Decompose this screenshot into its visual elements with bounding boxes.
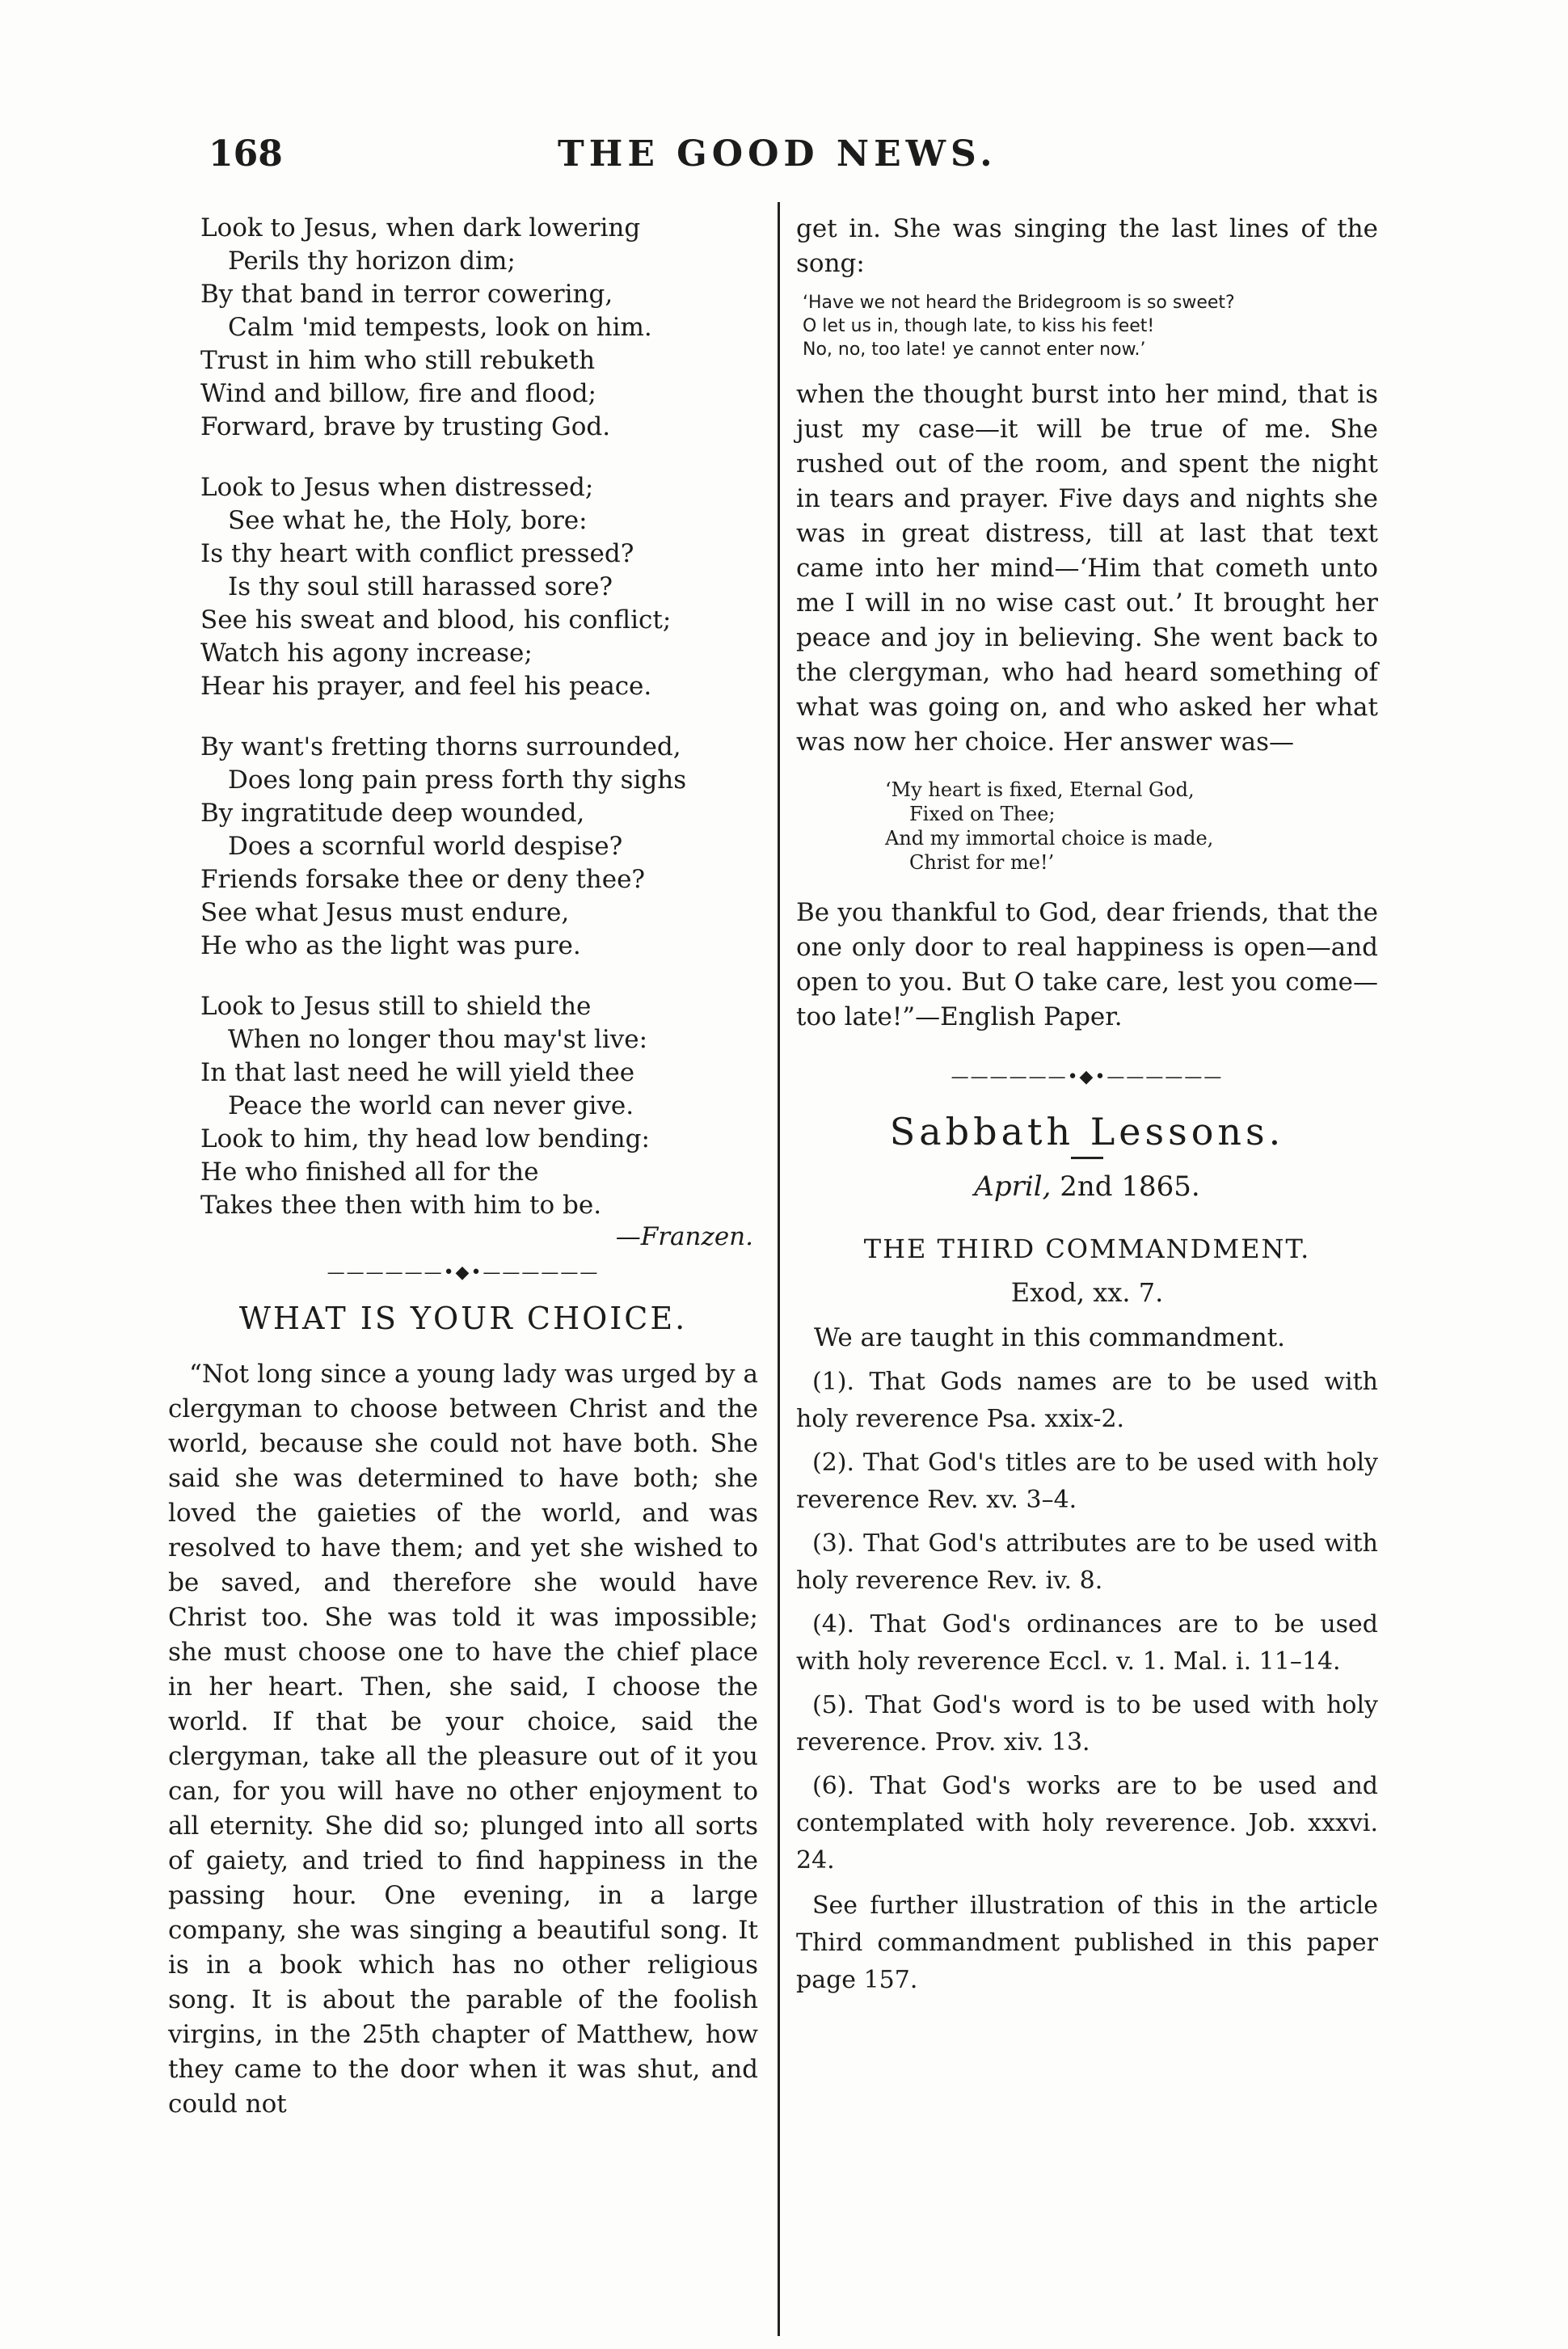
poem-stanza [200, 212, 758, 444]
article-paragraph: when the thought burst into her mind, that is just my case—it will be true of me. She rushed out of the room, and spent the night in tears and prayer. Five days and nights she was in great distress, till at last that text came into her mind—‘Him that cometh unto me I will in no wise cast out.’ It brought her peace and joy in believing. She went back to the clergyman, who had heard something of what was going on, and who asked her what was now her choice. Her answer was— [796, 380, 1378, 757]
quote-line: No, no, too late! ye cannot enter now.’ [803, 339, 1146, 360]
ornament-divider: ——————•◆•—————— [327, 1263, 600, 1283]
quote-line: ‘Have we not heard the Bridegroom is so sweet? [803, 293, 1235, 313]
poem-line: See what Jesus must endure, [200, 898, 570, 927]
poem-line: Does long pain press forth thy sighs [228, 765, 687, 795]
article-paragraph: “Not long since a young lady was urged by a clergyman to choose between Christ and the world, because she could not have both. She said she was determined to have both; she loved the gaieties of the world, and was resolved to have them; and yet she wished to be saved, and therefore she would have Christ too. She was told it was impossible; she must choose one to have the chief place in her heart. Then, she said, I choose the world. If that be your choice, said the clergyman, take all the pleasure out of it you can, for you will have no other enjoyment to all eternity. She did so; plunged into all sorts of gaiety, and tried to find happiness in the passing hour. One evening, in a large company, she was singing a beautiful song. It is in a book which has no other religious song. It is about the parable of the foolish virgins, in the 25th chapter of Matthew, how they came to the door when it was shut, and could not [168, 1360, 758, 2119]
running-head: THE GOOD NEWS. [558, 133, 997, 175]
lesson-item: (4). That God's ordinances are to be used with holy reverence Eccl. v. 1. Mal. i. 11–14. [796, 1610, 1378, 1676]
poem-line: Perils thy horizon dim; [228, 247, 516, 276]
commandment-heading: THE THIRD COMMANDMENT. [863, 1234, 1311, 1264]
article-body-right-2 [796, 377, 1378, 760]
poem-stanza [200, 731, 758, 963]
article-body-right [796, 212, 1378, 281]
lesson-item: (3). That God's attributes are to be used with holy reverence Rev. iv. 8. [796, 1529, 1378, 1595]
article-body-left [168, 1357, 758, 2122]
column-rule [778, 202, 780, 2336]
poem-line: Forward, brave by trusting God. [200, 412, 611, 441]
song-quote [803, 291, 1378, 361]
poem-stanza [200, 990, 758, 1222]
lesson-item: (6). That God's works are to be used and contemplated with holy reverence. Job. xxxvi. 24. [796, 1772, 1378, 1875]
poem-line: He who as the light was pure. [200, 931, 581, 960]
answer-quote [885, 778, 1378, 875]
short-rule [1071, 1157, 1103, 1159]
quote-line: ‘My heart is fixed, Eternal God, [885, 778, 1195, 801]
poem-line: By ingratitude deep wounded, [200, 799, 585, 828]
scripture-reference: Exod, xx. 7. [1010, 1277, 1164, 1308]
poem-line: Hear his prayer, and feel his peace. [200, 672, 652, 701]
poem-line: Watch his agony increase; [200, 639, 533, 668]
lessons-title: Sabbath Lessons. [889, 1110, 1285, 1153]
poem-line: Wind and billow, fire and flood; [200, 379, 596, 408]
poem-line: In that last need he will yield thee [200, 1058, 635, 1087]
quote-line: Fixed on Thee; [909, 803, 1056, 825]
poem-line: Look to him, thy head low bending: [200, 1124, 650, 1153]
poem-line: Look to Jesus when distressed; [200, 473, 594, 502]
poem-stanza [200, 471, 758, 703]
poem-line: Look to Jesus still to shield the [200, 992, 592, 1021]
lesson-intro: We are taught in this commandment. [814, 1323, 1286, 1352]
ornament-divider: ——————•◆•—————— [950, 1067, 1224, 1087]
quote-line: Christ for me!’ [909, 851, 1055, 874]
article-paragraph: get in. She was singing the last lines of the song: [796, 214, 1378, 278]
right-column [796, 212, 1378, 1999]
poem-line: Peace the world can never give. [228, 1091, 634, 1120]
left-column [168, 212, 758, 2122]
article-heading: WHAT IS YOUR CHOICE. [238, 1301, 688, 1336]
poem-line: Does a scornful world despise? [228, 832, 623, 861]
poem-line: Look to Jesus, when dark lowering [200, 213, 641, 242]
poem-line: Trust in him who still rebuketh [200, 346, 596, 375]
poem-line: By that band in terror cowering, [200, 280, 613, 309]
quote-line: O let us in, though late, to kiss his feet! [803, 316, 1155, 336]
lesson-item: (2). That God's titles are to be used with holy reverence Rev. xv. 3–4. [796, 1449, 1378, 1514]
article-body-right-3 [796, 896, 1378, 1035]
poem-attribution: —Franzen. [615, 1222, 753, 1251]
poem-line: See his sweat and blood, his conflict; [200, 605, 672, 635]
poem-line: When no longer thou may'st live: [228, 1025, 648, 1054]
poem-line: Takes thee then with him to be. [200, 1191, 602, 1220]
lesson-items [796, 1364, 1378, 1879]
poem-line: Calm 'mid tempests, look on him. [228, 313, 652, 342]
poem-line: He who finished all for the [200, 1158, 539, 1187]
lesson-date-rest: 2nd 1865. [1051, 1170, 1200, 1203]
poem-line: Is thy heart with conflict pressed? [200, 539, 634, 568]
article-paragraph: Be you thankful to God, dear friends, that the one only door to real happiness is open—and open to you. But O take care, lest you come—too late!”—English Paper. [796, 898, 1378, 1031]
lesson-item: (5). That God's word is to be used with holy reverence. Prov. xiv. 13. [796, 1691, 1378, 1756]
poem [168, 212, 758, 1222]
poem-line: See what he, the Holy, bore: [228, 506, 588, 535]
poem-line: Is thy soul still harassed sore? [228, 572, 613, 601]
page-number: 168 [209, 133, 283, 175]
lesson-date-month: April, [974, 1170, 1052, 1203]
poem-line: Friends forsake thee or deny thee? [200, 865, 646, 894]
see-further-note: See further illustration of this in the article Third commandment published in this paper page 157. [796, 1891, 1378, 1994]
quote-line: And my immortal choice is made, [885, 827, 1214, 850]
poem-line: By want's fretting thorns surrounded, [200, 732, 681, 761]
lesson-item: (1). That Gods names are to be used with holy reverence Psa. xxix-2. [796, 1368, 1378, 1433]
lesson-date [796, 1170, 1378, 1203]
